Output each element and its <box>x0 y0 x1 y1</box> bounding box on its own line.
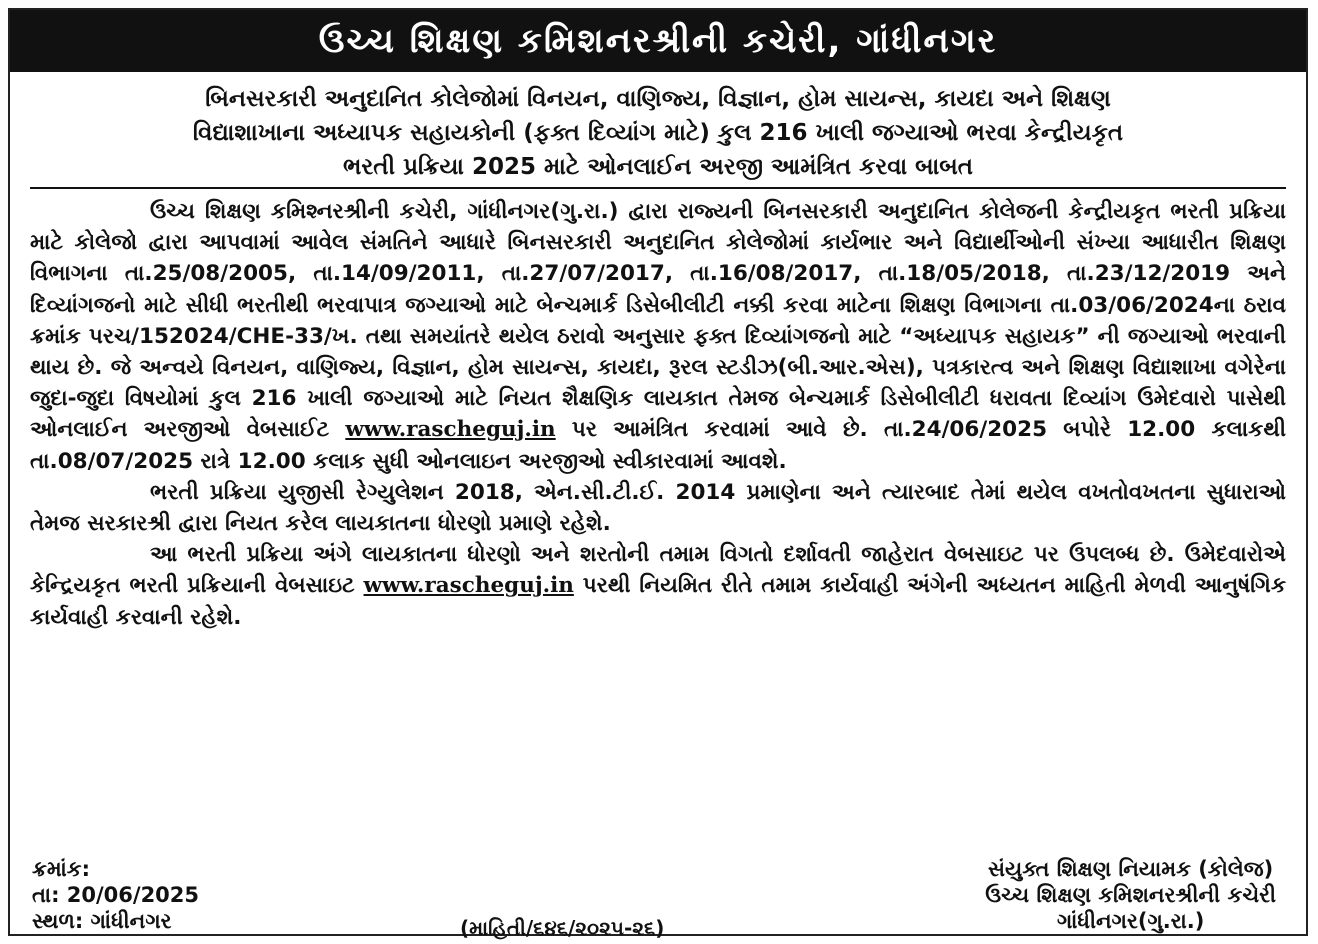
reference-date: તા: 20/06/2025 <box>32 883 200 907</box>
subject-line-1: બિનસરકારી અનુદાનિત કોલેજોમાં વિનયન, વાણિજ્ય, વિજ્ઞાન, હોમ સાયન્સ, કાયદા અને શિક્ષણ <box>205 86 1111 112</box>
paragraph-1 <box>30 196 1286 477</box>
reference-place: સ્થળ: ગાંધીનગર <box>32 909 172 933</box>
page-title: ઉચ્ચ શિક્ષણ કમિશનરશ્રીની કચેરી, ગાંધીનગર <box>10 10 1306 72</box>
signature-block <box>985 856 1276 934</box>
paragraph-1-text-end: પર આમંત્રિત કરવામાં આવે છે. તા.24/06/2025 બપોરે 12.00 કલાકથી તા.08/07/2025 રાત્રે 12.00 કલાક સુધી ઓનલાઇન અરજીઓ સ્વીકારવામાં આવશે. <box>30 417 1286 474</box>
notice-frame <box>8 8 1308 940</box>
paragraph-2: ભરતી પ્રક્રિયા યુજીસી રેગ્યુલેશન 2018, એન.સી.ટી.ઈ. 2014 પ્રમાણેના અને ત્યારબાદ તેમાં થયેલ વખતોવખતના સુધારાઓ તેમજ સરકારશ્રી દ્વારા નિયત કરેલ લાયકાતના ધોરણો પ્રમાણે રહેશે. <box>30 479 1286 537</box>
notice-body <box>30 196 1286 633</box>
paragraph-3-text: આ ભરતી પ્રક્રિયા અંગે લાયકાતના ધોરણો અને શરતોની તમામ વિગતો દર્શાવતી જાહેરાત વેબસાઇટ પર ઉપલબ્ધ છે. ઉમેદવારોએ કેન્દ્રિયકૃત ભરતી પ્રક્રિયાની વેબસાઇટ <box>30 542 1286 599</box>
website-link[interactable]: www.rascheguj.in <box>345 417 556 443</box>
signatory-city: ગાંધીનગર(ગુ.રા.) <box>1056 909 1205 933</box>
paragraph-1-text: ઉચ્ચ શિક્ષણ કમિશ્નરશ્રીની કચેરી, ગાંધીનગર(ગુ.રા.) દ્વારા રાજ્યની બિનસરકારી અનુદાનિત કોલેજની કેન્દ્રીયકૃત ભરતી પ્રક્રિયા માટે કોલેજો દ્વારા આપવામાં આવેલ સંમતિને આધારે બિનસરકારી અનુદાનિત કોલેજોમાં કાર્યભાર અને વિદ્યાર્થીઓની સંખ્યા આધારીત શિક્ષણ વિભાગના તા.25/08/2005, તા.14/09/2011, તા.27/07/2017, તા.16/08/2017, તા.18/05/2018, તા.23/12/2019 અને દિવ્યાંગજનો માટે સીધી ભરતીથી ભરવાપાત્ર જગ્યાઓ માટે બેન્ચમાર્ક ડિસેબીલીટી નક્કી કરવા માટેના શિક્ષણ વિભાગના તા.03/06/2024ના ઠરાવ ક્રમાંક પરચ/152024/CHE-33/ખ. તથા સમયાંતરે થયેલ ઠરાવો અનુસાર ફક્ત દિવ્યાંગજનો માટે “અધ્યાપક સહાયક” ની જગ્યાઓ ભરવાની થાય છે. જે અન્વયે વિનયન, વાણિજ્ય, વિજ્ઞાન, હોમ સાયન્સ, કાયદા, રૂરલ સ્ટડીઝ(બી.આર.એસ), પત્રકારત્વ અને શિક્ષણ વિદ્યાશાખા વગેરેના જુદા-જુદા વિષયોમાં કુલ 216 ખાલી જગ્યાઓ માટે નિયત શૈક્ષણિક લાયકાત તેમજ બેન્ચમાર્ક ડિસેબીલીટી ધરાવતા દિવ્યાંગ ઉમેદવારો પાસેથી ઓનલાઈન અરજીઓ વેબસાઈટ <box>30 199 1286 443</box>
subject-line-2: વિદ્યાશાખાના અધ્યાપક સહાયકોની (ફક્ત દિવ્યાંગ માટે) કુલ 216 ખાલી જગ્યાઓ ભરવા કેન્દ્રીયકૃત <box>192 120 1124 146</box>
signatory-title: સંયુક્ત શિક્ષણ નિયામક (કોલેજ) <box>988 857 1274 881</box>
signatory-office: ઉચ્ચ શિક્ષણ કમિશનરશ્રીની કચેરી <box>985 883 1276 907</box>
reference-block <box>32 856 199 934</box>
subject-line-3: ભરતી પ્રક્રિયા 2025 માટે ઓનલાઈન અરજી આમંત્રિત કરવા બાબત <box>342 154 974 180</box>
info-code: (માહિતી/૬૪૬/૨૦૨૫-૨૬) <box>460 916 665 940</box>
reference-number: ક્રમાંક: <box>32 857 91 881</box>
website-link[interactable]: www.rascheguj.in <box>363 573 574 599</box>
paragraph-3-text-end: પરથી નિયમિત રીતે તમામ કાર્યવાહી અંગેની અધ્યતન માહિતી મેળવી આનુષંગિક કાર્યવાહી કરવાની રહેશે. <box>30 573 1286 630</box>
notice-subject <box>30 82 1286 184</box>
paragraph-3 <box>30 539 1286 633</box>
divider <box>30 187 1286 189</box>
